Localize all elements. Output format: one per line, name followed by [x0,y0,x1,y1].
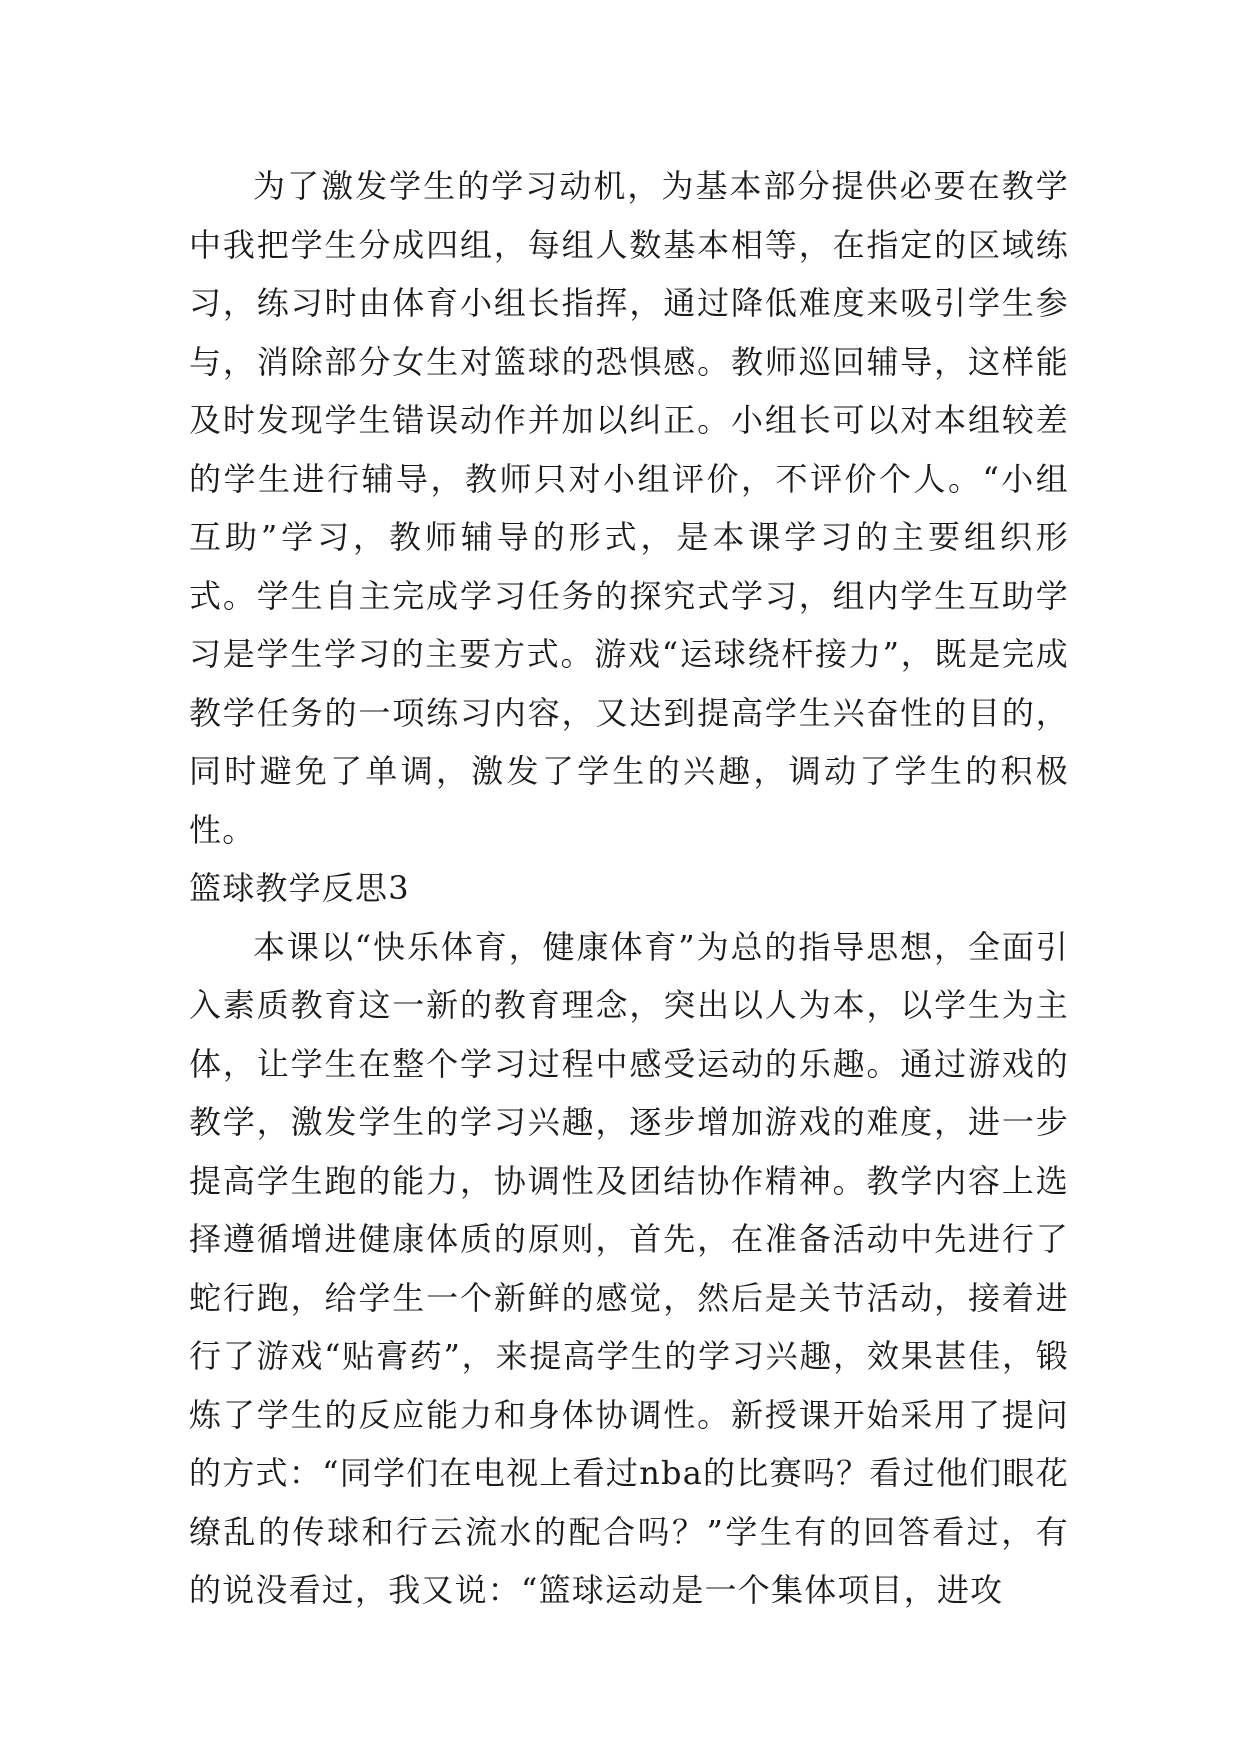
body-paragraph: 本课以“快乐体育，健康体育”为总的指导思想，全面引入素质教育这一新的教育理念，突出以人为本，以学生为主体，让学生在整个学习过程中感受运动的乐趣。通过游戏的教学，激发学生的学习兴趣，逐步增加游戏的难度，进一步提高学生跑的能力，协调性及团结协作精神。教学内容上选择遵循增进健康体质的原则，首先，在准备活动中先进行了蛇行跑，给学生一个新鲜的感觉，然后是关节活动，接着进行了游戏“贴膏药”，来提高学生的学习兴趣，效果甚佳，锻炼了学生的反应能力和身体协调性。新授课开始采用了提问的方式：“同学们在电视上看过nba的比赛吗？看过他们眼花缭乱的传球和行云流水的配合吗？”学生有的回答看过，有的说没看过，我又说：“篮球运动是一个集体项目，进攻 [189,927,1069,1609]
section-heading: 篮球教学反思3 [189,869,410,907]
body-paragraph: 为了激发学生的学习动机，为基本部分提供必要在教学中我把学生分成四组，每组人数基本相等，在指定的区域练习，练习时由体育小组长指挥，通过降低难度来吸引学生参与，消除部分女生对篮球的恐惧感。教师巡回辅导，这样能及时发现学生错误动作并加以纠正。小组长可以对本组较差的学生进行辅导，教师只对小组评价，不评价个人。“小组互助”学习，教师辅导的形式，是本课学习的主要组织形式。学生自主完成学习任务的探究式学习，组内学生互助学习是学生学习的主要方式。游戏“运球绕杆接力”，既是完成教学任务的一项练习内容，又达到提高学生兴奋性的目的，同时避免了单调，激发了学生的兴趣，调动了学生的积极性。 [189,167,1069,849]
document-body [189,157,1069,1620]
